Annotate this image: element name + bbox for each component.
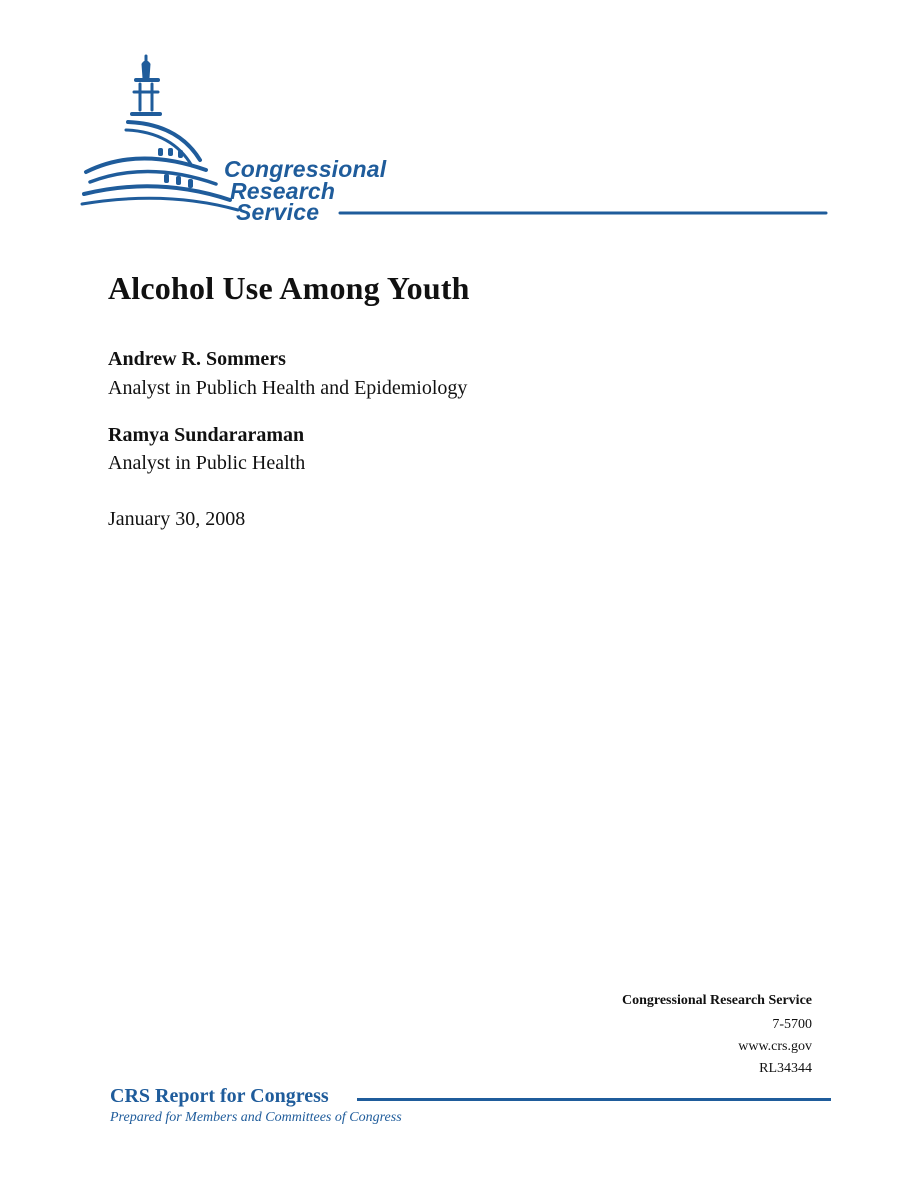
logo-word-research: Research [230, 178, 336, 204]
report-title: Alcohol Use Among Youth [108, 270, 470, 306]
author-name-2: Ramya Sundararaman [108, 424, 305, 446]
author-name-1: Andrew R. Sommers [108, 348, 286, 370]
footer-subtitle: Prepared for Members and Committees of Congress [110, 1110, 402, 1125]
crs-phone: 7-5700 [772, 1017, 812, 1032]
report-date: January 30, 2008 [108, 508, 246, 530]
crs-org-name: Congressional Research Service [621, 993, 812, 1008]
crs-contact-block [622, 990, 812, 1080]
footer-title: CRS Report for Congress [110, 1085, 329, 1107]
footer-divider [357, 1098, 831, 1101]
logo-word-congressional: Congressional [224, 156, 387, 182]
author-role-1: Analyst in Publich Health and Epidemiology [108, 377, 468, 399]
logo-word-service: Service [236, 199, 320, 225]
crs-logo [78, 52, 838, 227]
capitol-dome-icon [78, 52, 838, 227]
crs-website[interactable]: www.crs.gov [738, 1039, 812, 1054]
crs-report-number: RL34344 [759, 1061, 812, 1076]
author-role-2: Analyst in Public Health [108, 452, 306, 474]
